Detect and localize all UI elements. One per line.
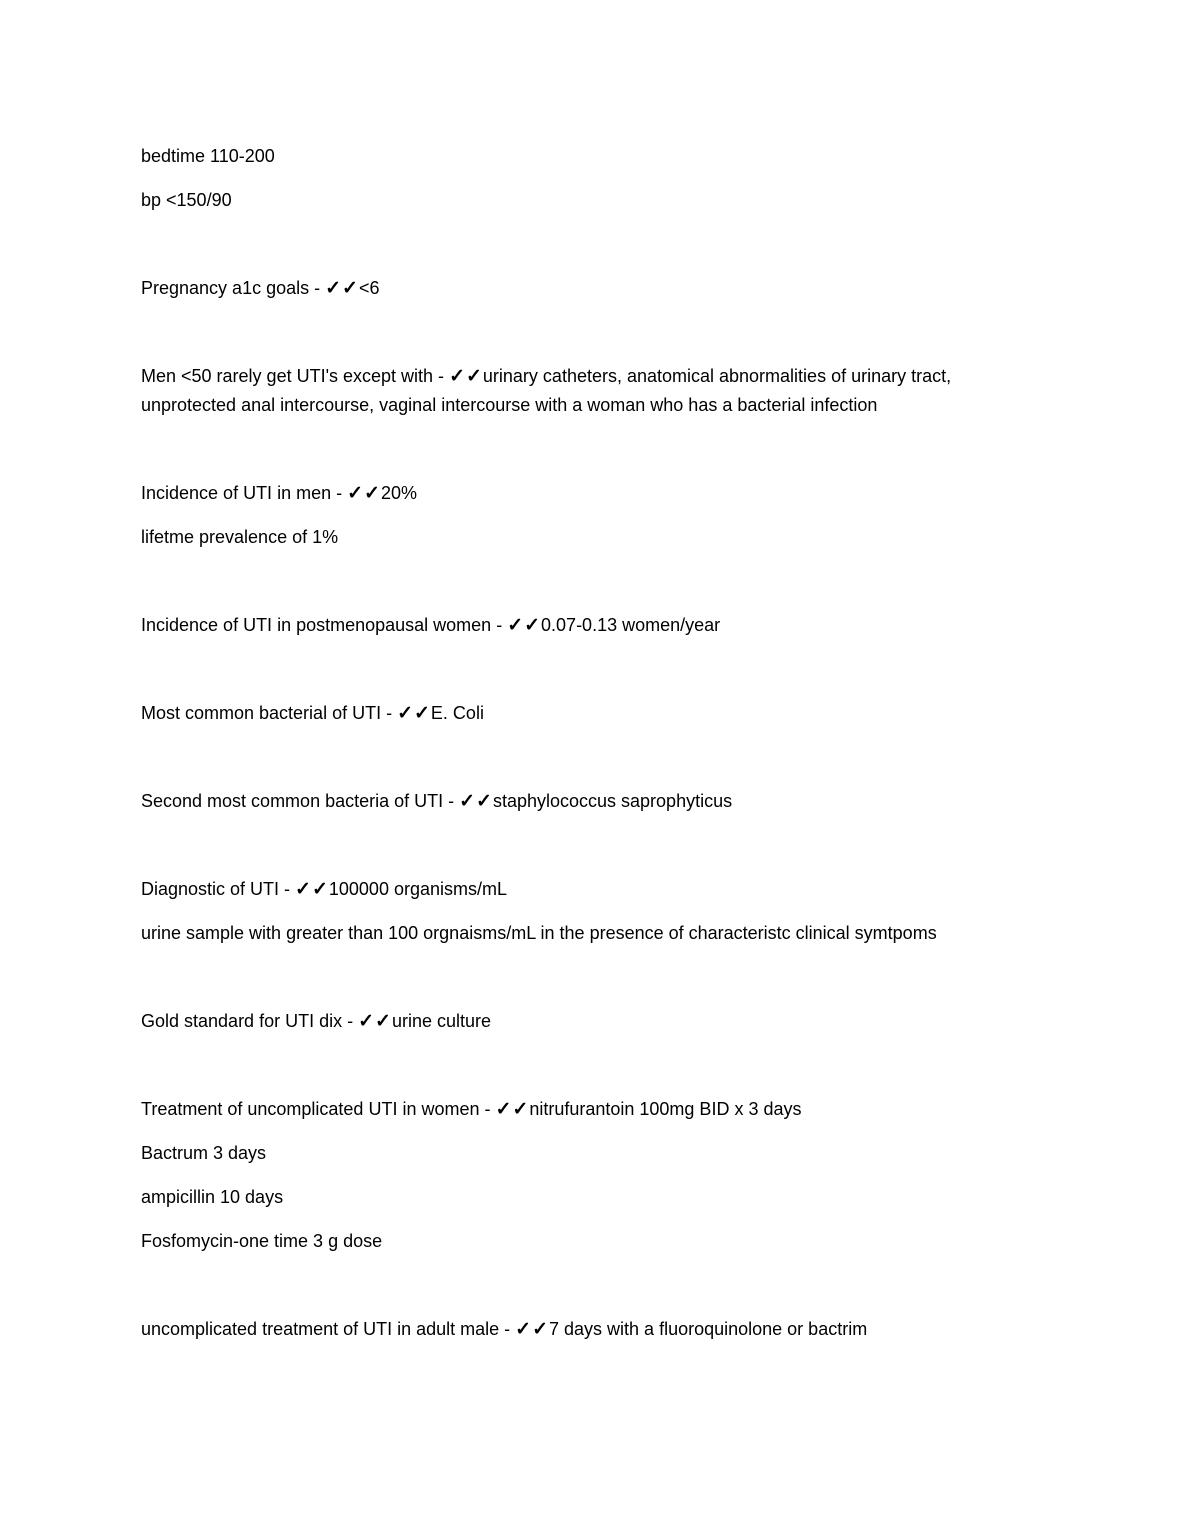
text-line	[141, 1227, 1049, 1256]
text-line	[141, 787, 1049, 816]
answer-text: 100000 organisms/mL	[328, 879, 507, 899]
text-line	[141, 362, 1049, 420]
qa-block	[141, 479, 1049, 567]
double-checkmark-icon: ✓✓	[449, 366, 483, 387]
answer-text: 0.07-0.13 women/year	[541, 615, 721, 635]
text-line	[141, 699, 1049, 728]
qa-block	[141, 611, 1049, 655]
term-text: Incidence of UTI in men -	[141, 483, 348, 503]
term-text: bp <150/90	[141, 190, 232, 210]
text-line	[141, 479, 1049, 508]
text-line	[141, 611, 1049, 640]
qa-block	[141, 362, 1049, 435]
answer-text: urine culture	[391, 1011, 491, 1031]
text-line	[141, 1139, 1049, 1168]
answer-text: E. Coli	[430, 703, 484, 723]
qa-block	[141, 274, 1049, 318]
qa-block	[141, 1007, 1049, 1051]
qa-block	[141, 875, 1049, 963]
qa-block	[141, 1315, 1049, 1359]
text-line	[141, 1183, 1049, 1212]
term-text: Most common bacterial of UTI -	[141, 703, 398, 723]
qa-block	[141, 787, 1049, 831]
text-line	[141, 186, 1049, 215]
double-checkmark-icon: ✓✓	[325, 278, 359, 299]
text-line	[141, 523, 1049, 552]
answer-text: <6	[358, 278, 380, 298]
text-line	[141, 919, 1049, 948]
answer-text: 7 days with a fluoroquinolone or bactrim	[549, 1319, 868, 1339]
answer-text: lifetme prevalence of 1%	[141, 527, 339, 547]
term-text: Pregnancy a1c goals -	[141, 278, 326, 298]
text-line	[141, 1095, 1049, 1124]
double-checkmark-icon: ✓✓	[507, 615, 542, 636]
text-line	[141, 274, 1049, 303]
term-text: Incidence of UTI in postmenopausal women -	[141, 615, 508, 635]
double-checkmark-icon: ✓✓	[358, 1011, 392, 1032]
answer-text: urine sample with greater than 100 orgnaisms/mL in the presence of characteristc clinical symtpoms	[141, 923, 937, 943]
qa-block	[141, 1095, 1049, 1271]
text-line	[141, 1007, 1049, 1036]
answer-text: Bactrum 3 days	[141, 1143, 267, 1163]
answer-text: staphylococcus saprophyticus	[492, 791, 733, 811]
double-checkmark-icon: ✓✓	[495, 1099, 530, 1120]
answer-text: Fosfomycin-one time 3 g dose	[141, 1231, 383, 1251]
double-checkmark-icon: ✓✓	[397, 703, 431, 724]
term-text: Diagnostic of UTI -	[141, 879, 296, 899]
text-line	[141, 1315, 1049, 1344]
term-text: uncomplicated treatment of UTI in adult male -	[141, 1319, 516, 1339]
answer-text: ampicillin 10 days	[141, 1187, 284, 1207]
double-checkmark-icon: ✓✓	[459, 791, 493, 812]
answer-text: urinary catheters, anatomical abnormalities of urinary tract, unprotected anal intercourse, vaginal intercourse with a woman who has a bacterial infection	[141, 366, 957, 415]
double-checkmark-icon: ✓✓	[295, 879, 329, 900]
term-text: bedtime 110-200	[141, 146, 275, 166]
double-checkmark-icon: ✓✓	[347, 483, 381, 504]
qa-block	[141, 699, 1049, 743]
term-text: Gold standard for UTI dix -	[141, 1011, 359, 1031]
double-checkmark-icon: ✓✓	[515, 1319, 550, 1340]
term-text: Men <50 rarely get UTI's except with -	[141, 366, 450, 386]
answer-text: 20%	[380, 483, 417, 503]
text-line	[141, 142, 1049, 171]
answer-text: nitrufurantoin 100mg BID x 3 days	[529, 1099, 802, 1119]
term-text: Second most common bacteria of UTI -	[141, 791, 460, 811]
text-line	[141, 875, 1049, 904]
term-text: Treatment of uncomplicated UTI in women -	[141, 1099, 496, 1119]
qa-block	[141, 142, 1049, 230]
